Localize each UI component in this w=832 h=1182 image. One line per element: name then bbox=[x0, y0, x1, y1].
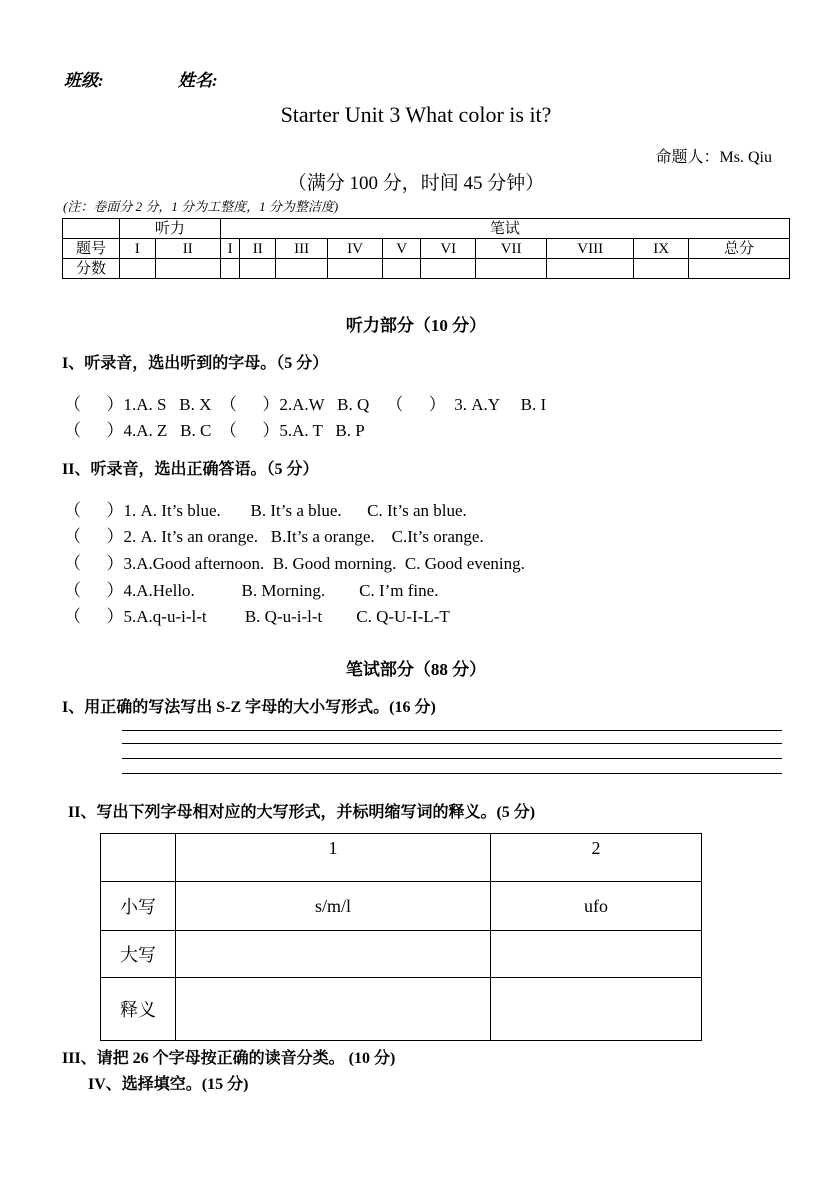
upper-answer-cell[interactable] bbox=[491, 931, 702, 978]
score-table-number-row bbox=[63, 239, 790, 259]
abbr-col-2: 2 bbox=[491, 834, 702, 882]
col-header: I bbox=[220, 239, 240, 259]
row-label-number: 题号 bbox=[63, 239, 120, 259]
page-title: Starter Unit 3 What color is it? bbox=[280, 102, 552, 127]
listening-q1-line: （ ）1.A. S B. X （ ）2.A.W B. Q （ ） 3. A.Y B. I bbox=[64, 395, 547, 414]
col-header: II bbox=[155, 239, 220, 259]
writing-q3-heading: III、请把 26 个字母按正确的读音分类。 (10 分) bbox=[62, 1050, 396, 1067]
listening-q2-item: （ ）1. A. It’s blue. B. It’s a blue. C. It’s an blue. bbox=[64, 501, 467, 520]
score-cell[interactable] bbox=[155, 259, 220, 279]
author-line: 命题人：Ms. Qiu bbox=[655, 149, 772, 166]
col-header: V bbox=[382, 239, 421, 259]
score-cell[interactable] bbox=[421, 259, 476, 279]
col-header: IX bbox=[634, 239, 689, 259]
group-listening: 听力 bbox=[120, 219, 221, 239]
writing-q4-heading: IV、选择填空。(15 分) bbox=[88, 1076, 249, 1093]
score-cell[interactable] bbox=[240, 259, 276, 279]
listening-q1-line: （ ）4.A. Z B. C （ ）5.A. T B. P bbox=[64, 421, 365, 440]
lower-cell-2: ufo bbox=[491, 882, 702, 931]
upper-answer-cell[interactable] bbox=[176, 931, 491, 978]
scoring-note: (注：卷面分 2 分，1 分为工整度，1 分为整洁度) bbox=[63, 199, 339, 214]
writing-q1-heading: I、用正确的写法写出 S-Z 字母的大小写形式。(16 分) bbox=[62, 699, 436, 716]
score-cell[interactable] bbox=[382, 259, 421, 279]
handwriting-line bbox=[122, 773, 782, 774]
group-writing: 笔试 bbox=[220, 219, 789, 239]
score-table-score-row bbox=[63, 259, 790, 279]
abbr-header-row bbox=[101, 834, 702, 882]
handwriting-line bbox=[122, 730, 782, 731]
writing-section-title: 笔试部分（88 分） bbox=[345, 660, 487, 679]
col-header: VIII bbox=[547, 239, 634, 259]
listening-q2-item: （ ）3.A.Good afternoon. B. Good morning. C. Good evening. bbox=[64, 554, 525, 573]
score-table-corner bbox=[63, 219, 120, 239]
listening-q2-item: （ ）5.A.q-u-i-l-t B. Q-u-i-l-t C. Q-U-I-L-T bbox=[64, 607, 450, 626]
lower-cell-1: s/m/l bbox=[176, 882, 491, 931]
col-header: VI bbox=[421, 239, 476, 259]
abbr-lower-row bbox=[101, 882, 702, 931]
abbr-corner bbox=[101, 834, 176, 882]
writing-q2-heading: II、写出下列字母相对应的大写形式，并标明缩写词的释义。(5 分) bbox=[68, 804, 536, 821]
abbr-col-1: 1 bbox=[176, 834, 491, 882]
listening-q2-item: （ ）2. A. It’s an orange. B.It’s a orange. C.It’s orange. bbox=[64, 527, 484, 546]
listening-q2-heading: II、听录音，选出正确答语。（5 分） bbox=[62, 461, 319, 478]
col-header: IV bbox=[328, 239, 383, 259]
class-label: 班级: bbox=[64, 71, 104, 90]
listening-q2-item: （ ）4.A.Hello. B. Morning. C. I’m fine. bbox=[64, 581, 439, 600]
meaning-answer-cell[interactable] bbox=[176, 978, 491, 1041]
score-cell[interactable] bbox=[276, 259, 328, 279]
col-header: II bbox=[240, 239, 276, 259]
listening-q1-heading: I、听录音，选出听到的字母。（5 分） bbox=[62, 355, 329, 372]
score-cell[interactable] bbox=[328, 259, 383, 279]
row-label-meaning: 释义 bbox=[101, 978, 176, 1041]
score-table bbox=[62, 218, 790, 279]
row-label-score: 分数 bbox=[63, 259, 120, 279]
col-header: III bbox=[276, 239, 328, 259]
meaning-answer-cell[interactable] bbox=[491, 978, 702, 1041]
score-cell[interactable] bbox=[120, 259, 156, 279]
score-cell[interactable] bbox=[220, 259, 240, 279]
row-label-upper: 大写 bbox=[101, 931, 176, 978]
name-label: 姓名: bbox=[178, 71, 218, 90]
col-header-total: 总分 bbox=[689, 239, 790, 259]
score-cell[interactable] bbox=[689, 259, 790, 279]
col-header: VII bbox=[476, 239, 547, 259]
score-cell[interactable] bbox=[476, 259, 547, 279]
row-label-lower: 小写 bbox=[101, 882, 176, 931]
full-score-line: （满分 100 分，时间 45 分钟） bbox=[287, 173, 545, 194]
abbr-meaning-row bbox=[101, 978, 702, 1041]
handwriting-line bbox=[122, 758, 782, 759]
abbr-upper-row bbox=[101, 931, 702, 978]
score-table-group-row bbox=[63, 219, 790, 239]
col-header: I bbox=[120, 239, 156, 259]
score-cell[interactable] bbox=[634, 259, 689, 279]
handwriting-line bbox=[122, 743, 782, 744]
score-cell[interactable] bbox=[547, 259, 634, 279]
abbreviation-table bbox=[100, 833, 702, 1041]
listening-section-title: 听力部分（10 分） bbox=[345, 316, 487, 335]
